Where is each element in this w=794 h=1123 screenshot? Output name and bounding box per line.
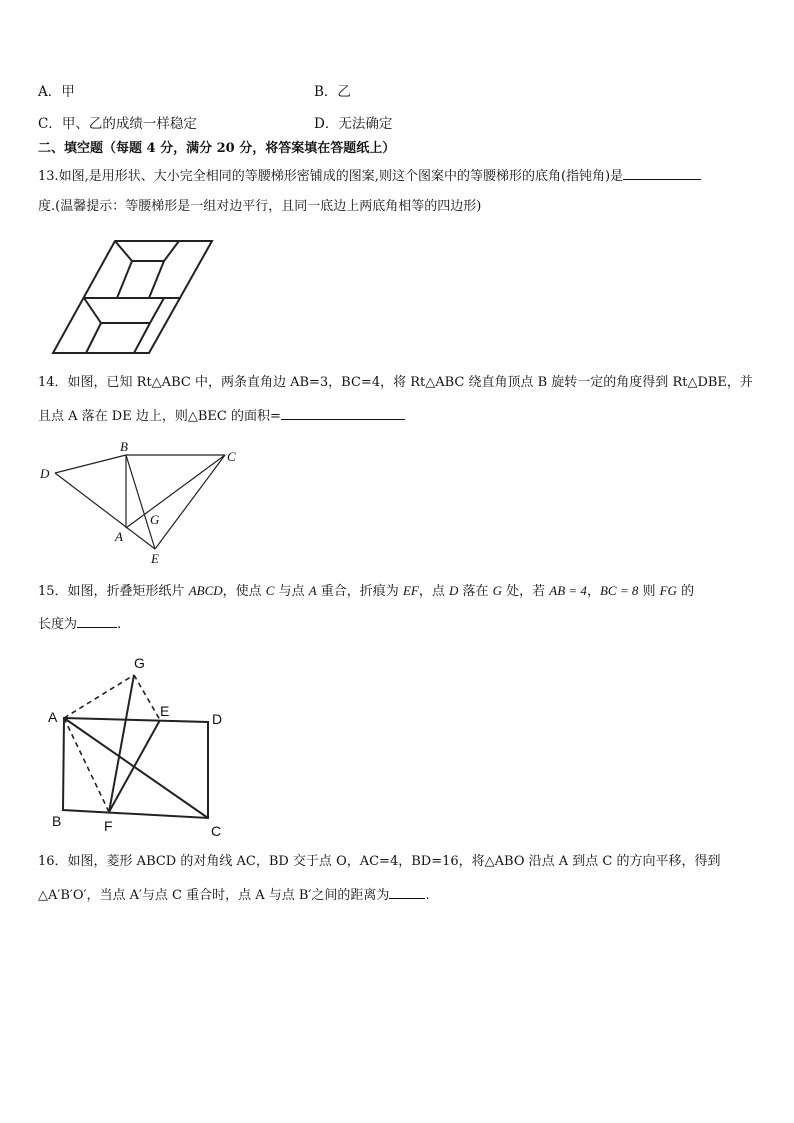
q15-label-d: D (212, 711, 223, 727)
q15-point-d: D (448, 583, 459, 598)
q14-label-b: B (120, 439, 128, 454)
q16-text-end: . (425, 888, 430, 903)
q15-fg: FG (659, 583, 677, 598)
q15-label-g: G (134, 655, 145, 671)
q15-point-g: G (492, 583, 503, 598)
q13-text-1: 13.如图,是用形状、大小完全相同的等腰梯形密铺成的图案,则这个图案中的等腰梯形的底角(指钝角)是 (38, 169, 624, 184)
q15-ab-value: AB = 4 (549, 583, 587, 598)
q15-point-c: C (265, 583, 275, 598)
q15-text-2: 长度为 (38, 617, 78, 632)
q15-label-b: B (52, 813, 62, 829)
q14-line1: 14．如图，已知 Rt△ABC 中，两条直角边 AB=3，BC=4，将 Rt△ABC 绕直角顶点 B 旋转一定的角度得到 Rt△DBE，并 (38, 375, 753, 390)
q16-line1: 16．如图，菱形 ABCD 的对角线 AC，BD 交于点 O，AC=4，BD=16，将△ABO 沿点 A 到点 C 的方向平移，得到 (38, 854, 721, 869)
q14-text-2: 且点 A 落在 DE 边上，则△BEC 的面积= (38, 409, 281, 424)
q14-label-d: D (40, 466, 50, 481)
q16-line2 (38, 885, 430, 905)
q15-text-mid7: ， (586, 584, 600, 599)
q16-text-2: △A′B′O′，当点 A′与点 C 重合时，点 A 与点 B′之间的距离为 (38, 888, 390, 903)
q15-text-mid2: 与点 (274, 584, 309, 599)
q15-text-mid4: ，点 (418, 584, 449, 599)
q15-text-mid8: 则 (638, 584, 660, 599)
q15-text-mid6: 处，若 (502, 584, 550, 599)
q16-answer-blank (389, 885, 425, 899)
q15-point-a: A (308, 583, 317, 598)
q15-text-pre: 15．如图，折叠矩形纸片 (38, 584, 189, 599)
choice-b: B．乙 (314, 84, 351, 100)
choice-d: D．无法确定 (314, 116, 393, 132)
q14-label-a: A (115, 529, 123, 544)
q15-bc-value: BC = 8 (599, 583, 639, 598)
q14-label-e: E (151, 551, 159, 566)
q15-ef: EF (402, 583, 419, 598)
q15-text-mid9: 的 (676, 584, 695, 599)
q15-text-mid5: 落在 (458, 584, 493, 599)
q15-text-mid1: ，使点 (222, 584, 266, 599)
q14-label-g: G (150, 512, 160, 527)
q15-text-mid3: 重合，折痕为 (316, 584, 403, 599)
q15-text-end: . (117, 617, 122, 632)
section-header: 二、填空题（每题 4 分，满分 20 分，将答案填在答题纸上） (38, 141, 396, 156)
choice-c: C．甲、乙的成绩一样稳定 (38, 116, 197, 132)
q15-label-e: E (160, 703, 170, 719)
q14-label-c: C (227, 449, 236, 464)
choice-a: A．甲 (38, 84, 75, 100)
q15-abcd: ABCD (188, 583, 223, 598)
q15-label-a: A (48, 709, 58, 725)
q15-label-c: C (211, 823, 222, 839)
q15-label-f: F (104, 818, 113, 834)
q13-line2: 度.(温馨提示：等腰梯形是一组对边平行，且同一底边上两底角相等的四边形) (38, 199, 482, 214)
